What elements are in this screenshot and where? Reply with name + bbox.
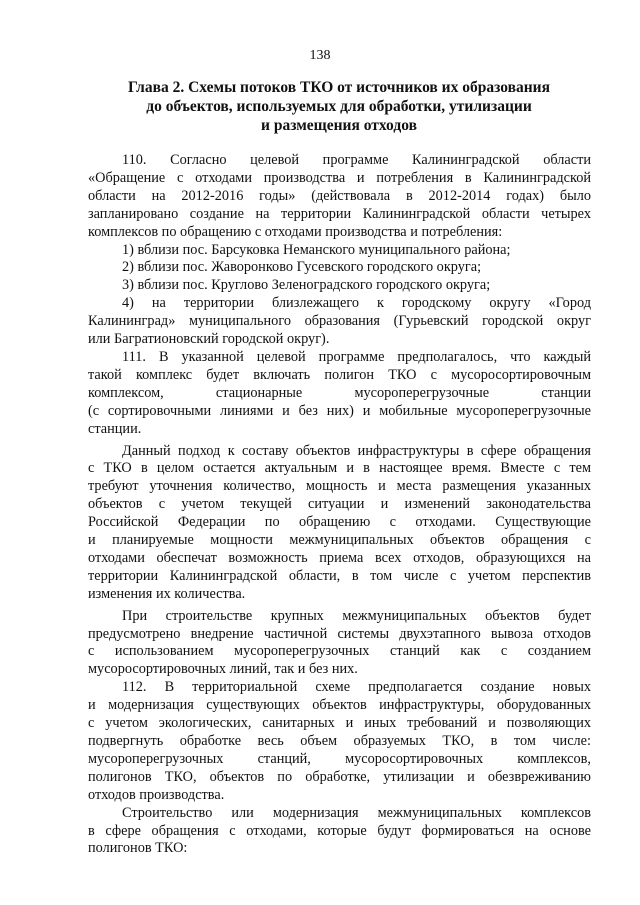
- text-line: с учетом экологических, санитарных и иных требований и позволяющих: [88, 715, 591, 732]
- document-body: [88, 152, 591, 858]
- text-line: и модернизация существующих объектов инфраструктуры, оборудованных: [88, 697, 591, 714]
- paragraph: [88, 242, 591, 260]
- text-line: отходов производства.: [88, 786, 225, 803]
- text-line: При строительстве крупных межмуниципальных объектов будет: [122, 607, 591, 624]
- paragraph: [88, 259, 591, 277]
- text-line: области на 2012-2016 годы» (действовала в 2012-2014 годах) было: [88, 187, 591, 204]
- text-line: требуют уточнения количество, мощность и места размещения указанных: [88, 478, 591, 495]
- text-line: и планируемые мощности межмуниципальных объектов обращения с: [88, 532, 591, 549]
- text-line: предусмотрено внедрение частичной системы двухэтапного вывоза отходов: [88, 625, 591, 642]
- text-line: или Багратионовский городской округ).: [88, 331, 330, 348]
- text-line: 112. В территориальной схеме предполагается создание новых: [122, 679, 591, 696]
- text-line: Калининград» муниципального образования (Гурьевский городской округ: [88, 313, 591, 330]
- text-line: станции.: [88, 420, 142, 437]
- text-line: 2) вблизи пос. Жаворонково Гусевского городского округа;: [122, 259, 482, 276]
- paragraph: [88, 608, 591, 680]
- text-line: «Обращение с отходами производства и потребления в Калининградской: [88, 169, 591, 186]
- text-line: с использованием мусороперегрузочных станций как с созданием: [88, 643, 591, 660]
- chapter-heading: [88, 78, 590, 135]
- text-line: 111. В указанной целевой программе предполагалось, что каждый: [122, 348, 591, 365]
- text-line: 3) вблизи пос. Круглово Зеленоградского городского округа;: [122, 277, 491, 294]
- text-line: 110. Согласно целевой программе Калининградской области: [122, 152, 591, 168]
- text-line: отходами обеспечат возможность приема всех отходов, образующихся на: [88, 549, 591, 566]
- text-line: Данный подход к составу объектов инфраструктуры в сфере обращения: [122, 442, 591, 459]
- paragraph: [88, 443, 591, 604]
- paragraph: [88, 805, 591, 859]
- paragraph: [88, 277, 591, 295]
- text-line: полигонов ТКО, объектов по обработке, утилизации и обезвреживанию: [88, 768, 591, 785]
- text-line: объектов с учетом текущей ситуации и изменений законодательства: [88, 496, 591, 513]
- heading-line: до объектов, используемых для обработки, утилизации: [146, 98, 532, 115]
- text-line: такой комплекс будет включать полигон ТКО с мусоросортировочным: [88, 366, 591, 383]
- text-line: (с сортировочными линиями и без них) и мобильные мусороперегрузочные: [88, 402, 591, 419]
- text-line: в сфере обращения с отходами, которые будут формироваться на основе: [88, 822, 591, 839]
- paragraph: [88, 349, 591, 439]
- text-line: мусороперегрузочных станций, мусоросортировочных комплексов,: [88, 750, 591, 767]
- text-line: комплексом, стационарные мусороперегрузочные станции: [88, 384, 591, 401]
- text-line: подвергнуть обработке весь объем образуемых ТКО, в том числе:: [88, 733, 591, 749]
- text-line: 1) вблизи пос. Барсуковка Неманского муниципального района;: [122, 241, 511, 258]
- text-line: Строительство или модернизация межмуниципальных комплексов: [122, 804, 591, 821]
- text-line: полигонов ТКО:: [88, 840, 188, 857]
- text-line: с ТКО в целом остается актуальным и в настоящее время. Вместе с тем: [88, 460, 591, 477]
- text-line: мусоросортировочных линий, так и без них.: [88, 661, 358, 678]
- paragraph: [88, 679, 591, 804]
- text-line: Российской Федерации по обращению с отходами. Существующие: [88, 514, 591, 531]
- text-line: изменения их количества.: [88, 585, 246, 602]
- page-number: 138: [309, 48, 331, 63]
- text-line: территории Калининградской области, в том числе с учетом перспектив: [88, 567, 591, 584]
- heading-line: и размещения отходов: [261, 117, 417, 134]
- heading-line: Глава 2. Схемы потоков ТКО от источников их образования: [128, 79, 550, 96]
- paragraph: [88, 295, 591, 349]
- text-line: запланировано создание на территории Калининградской области четырех: [88, 205, 591, 222]
- text-line: комплексов по обращению с отходами производства и потребления:: [88, 223, 503, 240]
- paragraph: [88, 152, 591, 242]
- text-line: 4) на территории близлежащего к городскому округу «Город: [122, 295, 591, 312]
